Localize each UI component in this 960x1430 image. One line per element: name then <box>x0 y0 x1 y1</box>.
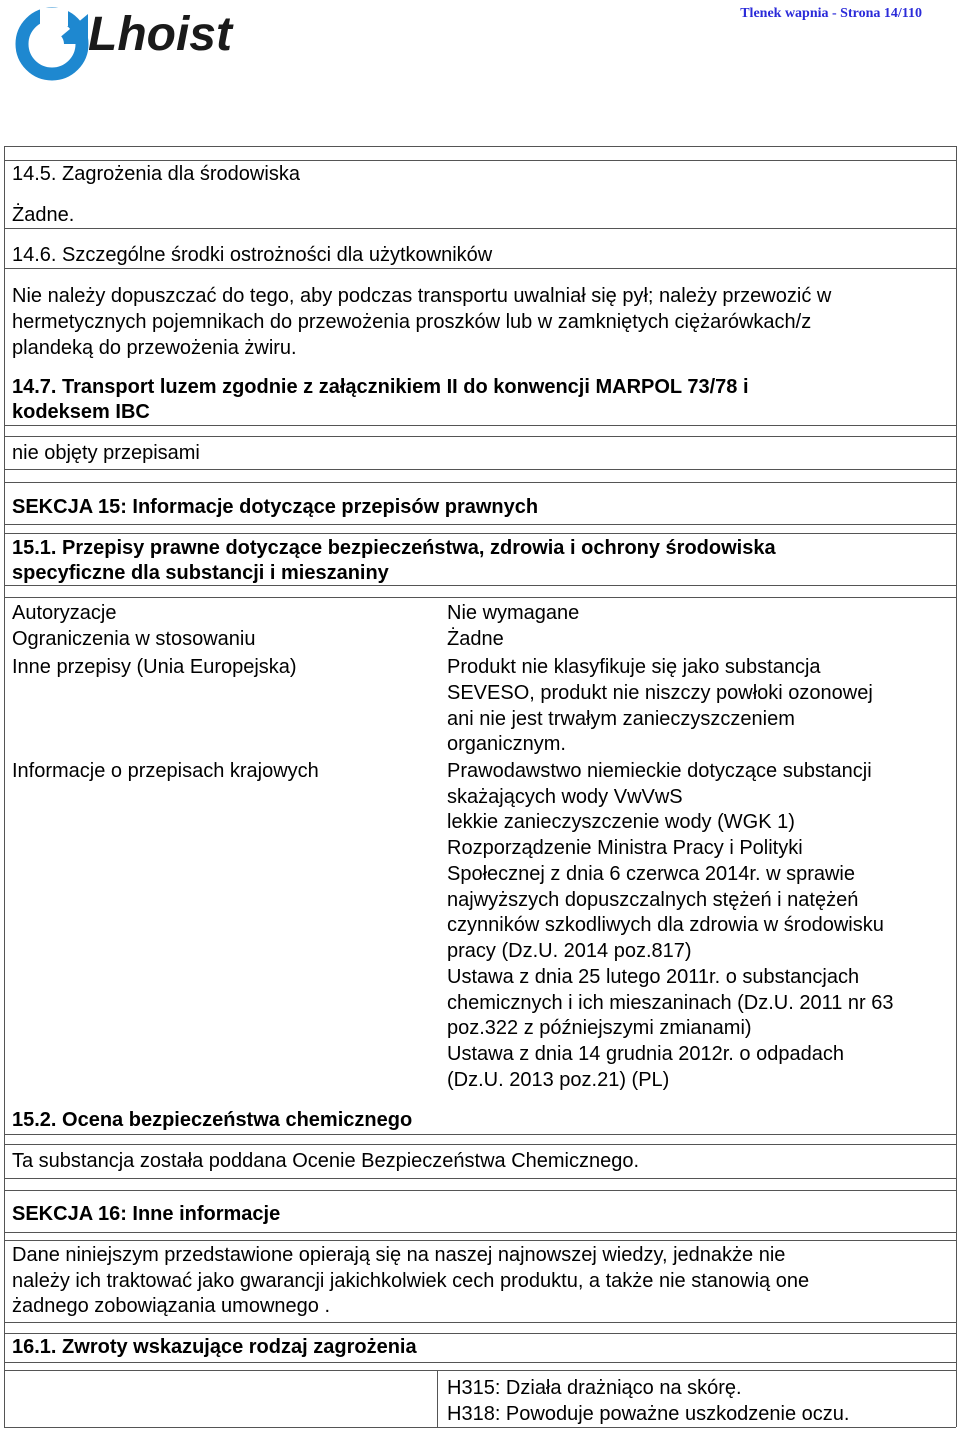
rule <box>4 1240 956 1241</box>
rule <box>4 524 956 525</box>
section-15-1-heading: specyficzne dla substancji i mieszaniny <box>12 562 389 584</box>
document-header <box>0 0 960 120</box>
rule <box>4 146 956 147</box>
page-info: Tlenek wapnia - Strona 14/110 <box>740 6 922 21</box>
logo-text: Lhoist <box>88 8 232 61</box>
rule <box>4 425 956 426</box>
reg-label: Informacje o przepisach krajowych <box>12 760 319 782</box>
section-15-heading: SEKCJA 15: Informacje dotyczące przepisów prawnych <box>12 496 539 518</box>
rule <box>4 436 956 437</box>
reg-value: czynników szkodliwych dla zdrowia w środowisku <box>447 914 884 936</box>
section-14-7-heading: 14.7. Transport luzem zgodnie z załącznikiem II do konwencji MARPOL 73/78 i <box>12 376 749 398</box>
section-14-7-heading: kodeksem IBC <box>12 401 150 423</box>
section-15-1-heading: 15.1. Przepisy prawne dotyczące bezpieczeństwa, zdrowia i ochrony środowiska <box>12 537 776 559</box>
section-15-2-text: Ta substancja została poddana Ocenie Bezpieczeństwa Chemicznego. <box>12 1150 640 1172</box>
reg-value: chemicznych i ich mieszaninach (Dz.U. 2011 nr 63 <box>447 992 894 1014</box>
reg-value: Rozporządzenie Ministra Pracy i Polityki <box>447 837 803 859</box>
rule <box>4 1190 956 1191</box>
section-16-line: Dane niniejszym przedstawione opierają się na naszej najnowszej wiedzy, jednakże nie <box>12 1244 786 1266</box>
section-14-7-text: nie objęty przepisami <box>12 442 200 464</box>
rule <box>4 1178 956 1179</box>
reg-value: poz.322 z późniejszymi zmianami) <box>447 1017 752 1039</box>
reg-value: skażających wody VwVwS <box>447 786 683 808</box>
section-16-heading: SEKCJA 16: Inne informacje <box>12 1203 281 1225</box>
rule <box>4 1232 956 1233</box>
reg-label: Inne przepisy (Unia Europejska) <box>12 656 297 678</box>
column-divider <box>437 1370 438 1427</box>
rule <box>4 1427 956 1428</box>
section-14-5-text: Żadne. <box>12 204 75 226</box>
section-16-1-heading: 16.1. Zwroty wskazujące rodzaj zagrożenia <box>12 1336 417 1358</box>
lhoist-logo <box>10 0 240 90</box>
rule <box>4 597 956 598</box>
reg-value: lekkie zanieczyszczenie wody (WGK 1) <box>447 811 795 833</box>
section-14-5-heading: 14.5. Zagrożenia dla środowiska <box>12 163 300 185</box>
reg-value: (Dz.U. 2013 poz.21) (PL) <box>447 1069 670 1091</box>
reg-value: Prawodawstwo niemieckie dotyczące substancji <box>447 760 872 782</box>
rule <box>4 1144 956 1145</box>
reg-value: Nie wymagane <box>447 602 580 624</box>
rule <box>4 469 956 470</box>
reg-value: organicznym. <box>447 733 566 755</box>
section-16-line: należy ich traktować jako gwarancji jakichkolwiek cech produktu, a także nie stanowią one <box>12 1270 810 1292</box>
rule <box>4 482 956 483</box>
rule <box>4 1322 956 1323</box>
section-14-6-line: plandeką do przewożenia żwiru. <box>12 337 297 359</box>
reg-value: Żadne <box>447 628 504 650</box>
section-14-6-line: hermetycznych pojemnikach do przewożenia proszków lub w zamkniętych ciężarówkach/z <box>12 311 812 333</box>
reg-label: Ograniczenia w stosowaniu <box>12 628 256 650</box>
reg-value: Produkt nie klasyfikuje się jako substancja <box>447 656 821 678</box>
section-14-6-line: Nie należy dopuszczać do tego, aby podczas transportu uwalniał się pył; należy przewozić w <box>12 285 832 307</box>
reg-value: Społecznej z dnia 6 czerwca 2014r. w sprawie <box>447 863 855 885</box>
rule <box>4 1362 956 1363</box>
section-15-2-heading: 15.2. Ocena bezpieczeństwa chemicznego <box>12 1109 413 1131</box>
rule <box>4 268 956 269</box>
hazard-phrase: H318: Powoduje poważne uszkodzenie oczu. <box>447 1403 850 1425</box>
reg-value: Ustawa z dnia 14 grudnia 2012r. o odpadach <box>447 1043 844 1065</box>
reg-label: Autoryzacje <box>12 602 117 624</box>
reg-value: pracy (Dz.U. 2014 poz.817) <box>447 940 692 962</box>
reg-value: ani nie jest trwałym zanieczyszczeniem <box>447 708 795 730</box>
rule <box>4 533 956 534</box>
reg-value: najwyższych dopuszczalnych stężeń i natężeń <box>447 889 859 911</box>
rule <box>4 1370 956 1371</box>
section-16-line: żadnego zobowiązania umownego . <box>12 1295 330 1317</box>
rule <box>4 1134 956 1135</box>
rule <box>4 228 956 229</box>
section-14-6-heading: 14.6. Szczególne środki ostrożności dla użytkowników <box>12 244 493 266</box>
left-border <box>4 146 5 1427</box>
hazard-phrase: H315: Działa drażniąco na skórę. <box>447 1377 742 1399</box>
reg-value: Ustawa z dnia 25 lutego 2011r. o substancjach <box>447 966 860 988</box>
reg-value: SEVESO, produkt nie niszczy powłoki ozonowej <box>447 682 873 704</box>
